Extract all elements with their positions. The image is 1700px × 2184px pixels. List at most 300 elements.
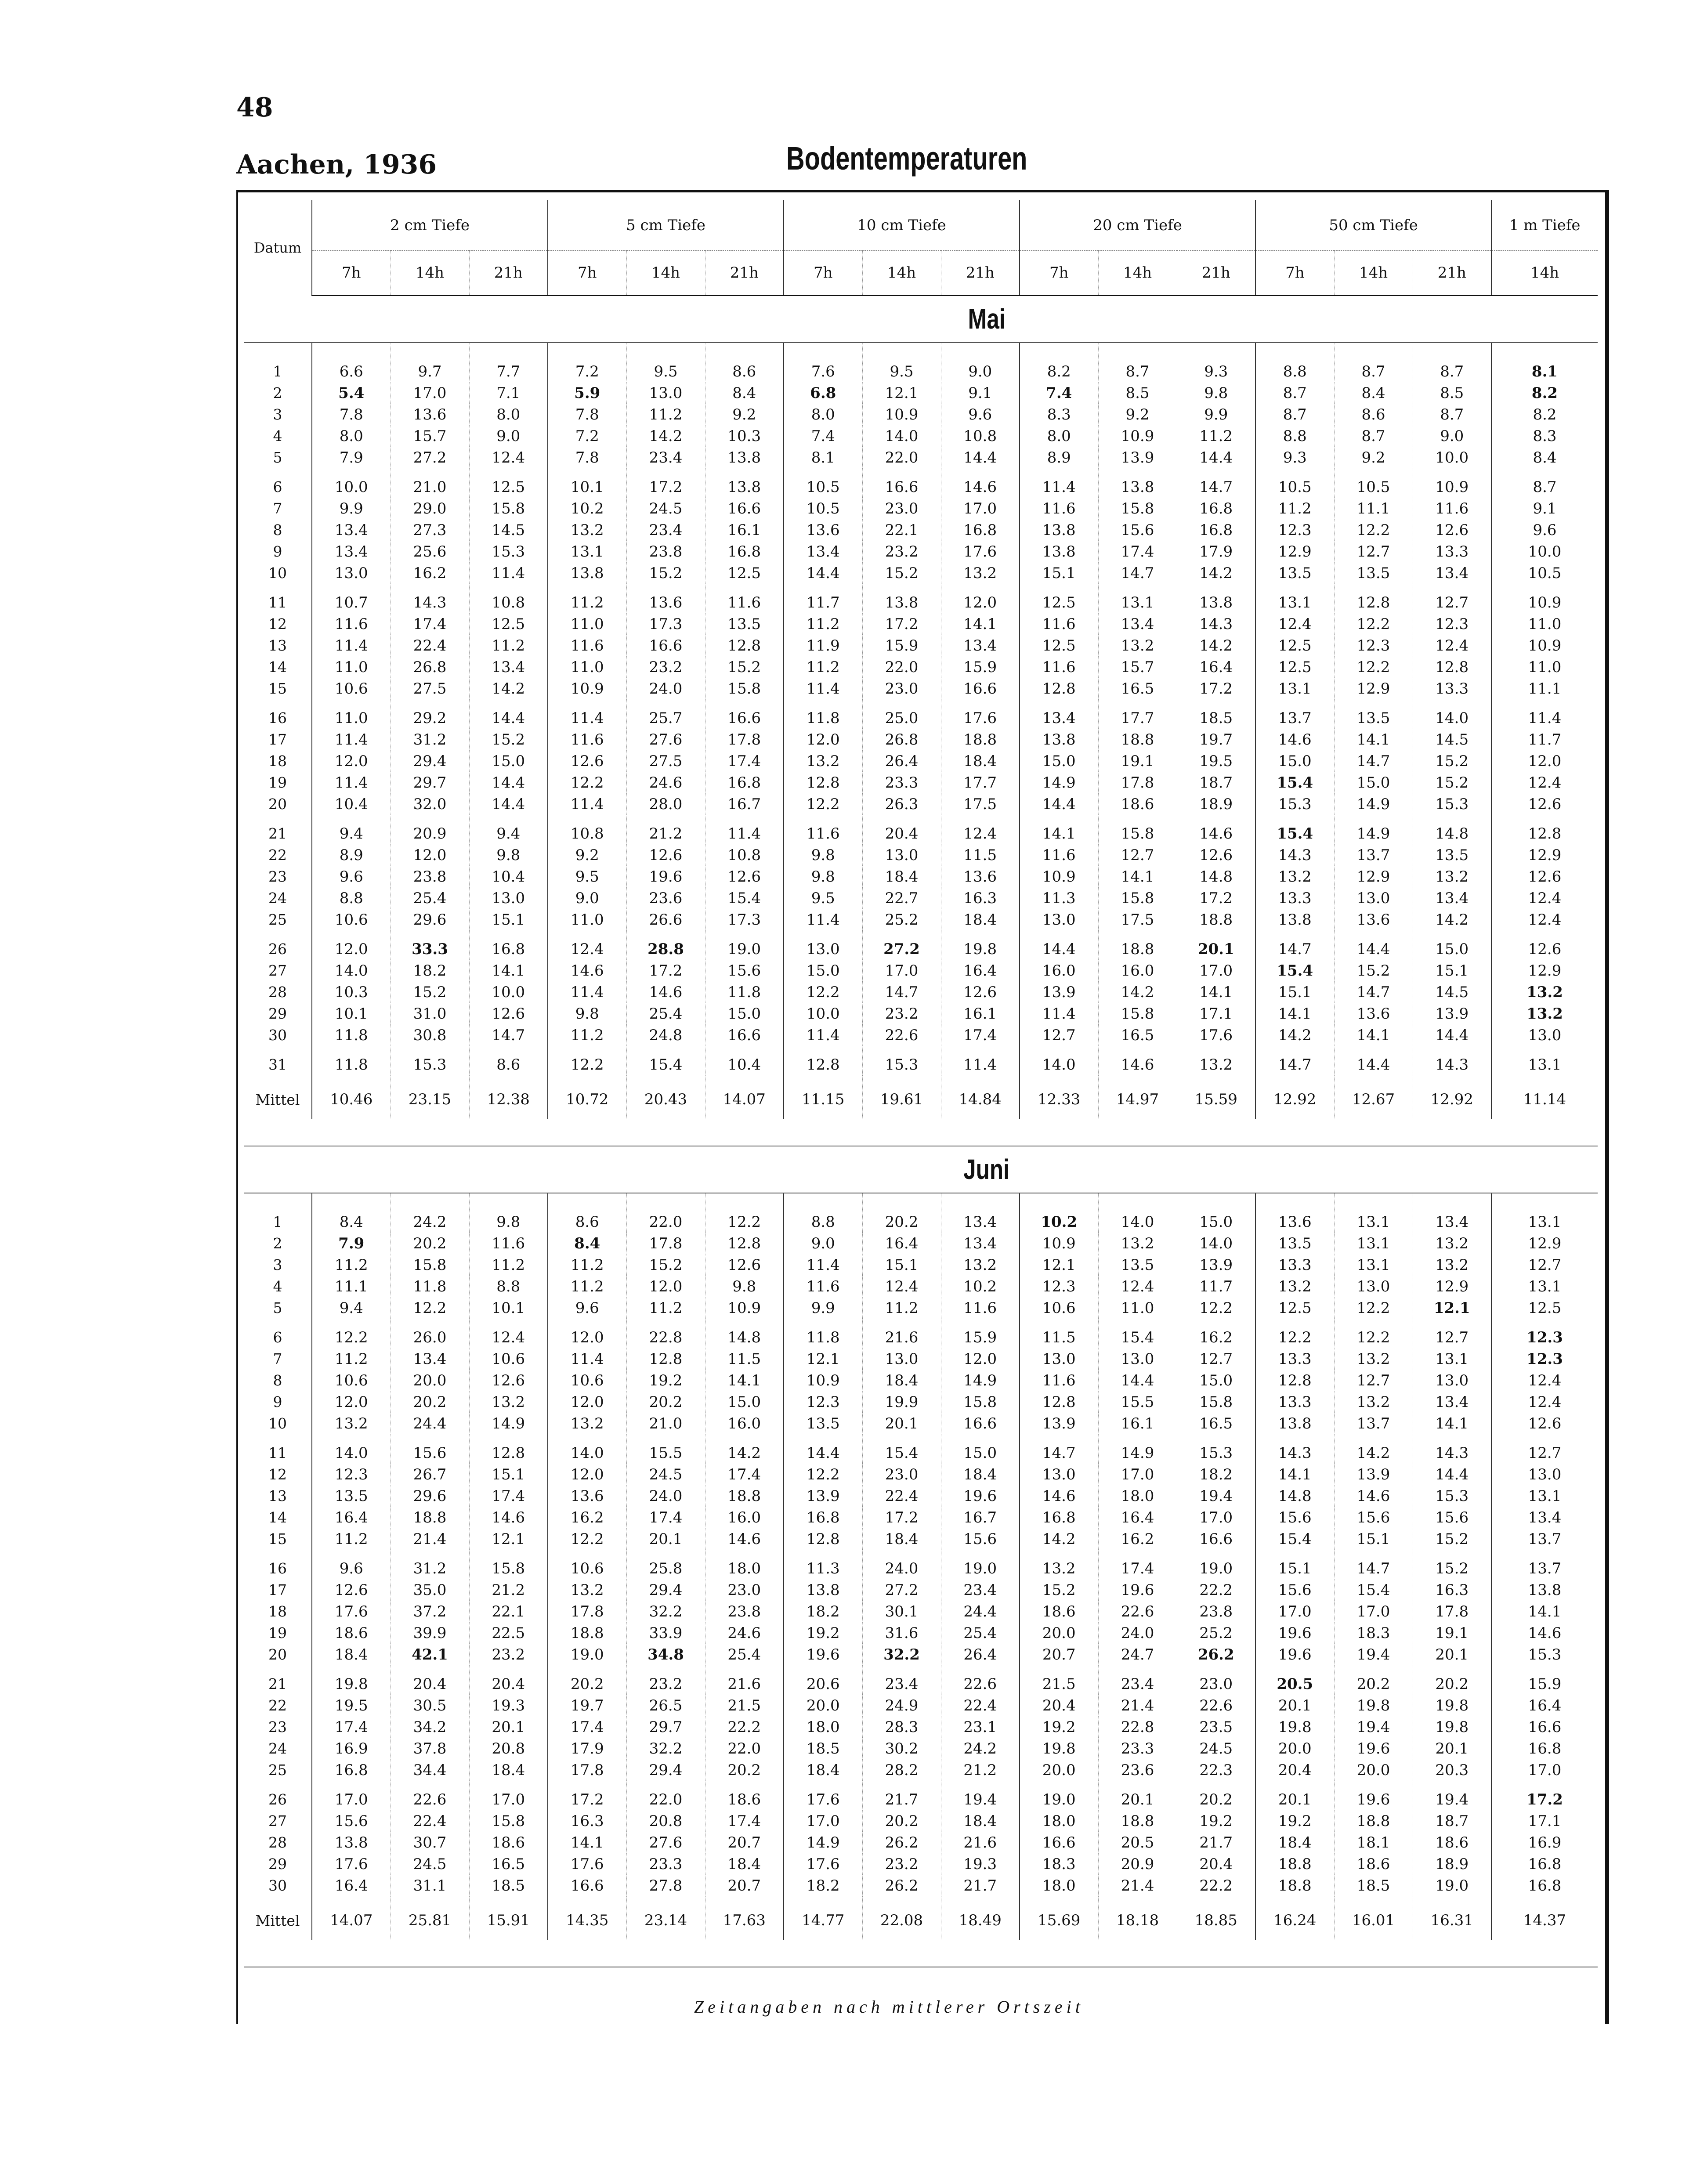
- value-cell: 12.3: [1334, 635, 1413, 656]
- value-cell: 12.2: [1334, 613, 1413, 635]
- value-cell: 13.5: [1413, 844, 1491, 866]
- value-cell: 12.4: [548, 930, 626, 960]
- value-cell: 18.8: [705, 1485, 784, 1507]
- value-cell: 28.2: [862, 1759, 941, 1781]
- value-cell: 14.2: [1334, 1434, 1413, 1464]
- value-cell: 16.7: [941, 1507, 1020, 1528]
- value-cell: 9.4: [312, 815, 391, 844]
- value-cell: 15.2: [1413, 1528, 1491, 1550]
- value-cell: 25.6: [391, 541, 469, 562]
- value-cell: 11.4: [1020, 1003, 1098, 1024]
- table-row: [244, 1046, 1598, 1075]
- value-cell: 8.7: [1255, 404, 1334, 425]
- value-cell: 11.8: [391, 1276, 469, 1297]
- value-cell: 23.14: [626, 1896, 705, 1940]
- value-cell: 17.4: [391, 613, 469, 635]
- value-cell: 9.4: [469, 815, 548, 844]
- value-cell: 14.5: [1413, 729, 1491, 750]
- value-cell: 13.4: [1413, 562, 1491, 584]
- value-cell: 14.6: [1491, 1622, 1598, 1644]
- table-row: [244, 1464, 1598, 1485]
- day-cell: 24: [268, 890, 287, 907]
- value-cell: 13.1: [1255, 584, 1334, 613]
- value-cell: 31.1: [391, 1875, 469, 1896]
- value-cell: 12.3: [1255, 519, 1334, 541]
- value-cell: 14.4: [1334, 1046, 1413, 1075]
- value-cell: 9.4: [312, 1297, 391, 1319]
- depth-header-50cm: 50 cm Tiefe: [1255, 200, 1491, 251]
- value-cell: 12.8: [1020, 1391, 1098, 1413]
- value-cell: 8.3: [1020, 404, 1098, 425]
- value-cell: 13.0: [1020, 1464, 1098, 1485]
- value-cell: 20.2: [391, 1391, 469, 1413]
- value-cell: 12.2: [548, 1046, 626, 1075]
- footer-note: Zeitangaben nach mittlerer Ortszeit: [694, 1997, 1084, 2017]
- value-cell: 13.3: [1413, 678, 1491, 699]
- value-cell: 12.6: [469, 1370, 548, 1391]
- value-cell: 7.7: [469, 343, 548, 382]
- day-cell: 2: [273, 384, 282, 401]
- value-cell: 11.9: [784, 635, 862, 656]
- value-cell: 14.6: [1334, 1485, 1413, 1507]
- value-cell: 11.8: [312, 1024, 391, 1046]
- table-row: [244, 1391, 1598, 1413]
- value-cell: 30.8: [391, 1024, 469, 1046]
- value-cell: 14.4: [1020, 793, 1098, 815]
- value-cell: 16.3: [941, 887, 1020, 909]
- value-cell: 13.0: [1491, 1024, 1598, 1046]
- value-cell: 12.2: [312, 1319, 391, 1348]
- value-cell: 20.5: [1255, 1665, 1334, 1695]
- value-cell: 27.5: [626, 750, 705, 772]
- value-cell: 15.3: [391, 1046, 469, 1075]
- value-cell: 13.0: [1413, 1370, 1491, 1391]
- value-cell: 13.1: [1491, 1193, 1598, 1233]
- value-cell: 13.9: [1098, 447, 1177, 468]
- value-cell: 13.7: [1255, 699, 1334, 729]
- value-cell: 20.4: [1020, 1695, 1098, 1716]
- value-cell: 12.4: [469, 447, 548, 468]
- value-cell: 14.7: [1334, 1550, 1413, 1579]
- table-row: [244, 815, 1598, 844]
- value-cell: 13.2: [1491, 1003, 1598, 1024]
- value-cell: 20.6: [784, 1665, 862, 1695]
- value-cell: 23.3: [862, 772, 941, 793]
- value-cell: 28.3: [862, 1716, 941, 1738]
- value-cell: 14.1: [1334, 1024, 1413, 1046]
- value-cell: 22.1: [469, 1601, 548, 1622]
- value-cell: 17.9: [548, 1738, 626, 1759]
- value-cell: 16.8: [705, 541, 784, 562]
- value-cell: 19.6: [1334, 1781, 1413, 1810]
- value-cell: 13.5: [1255, 562, 1334, 584]
- value-cell: 16.8: [784, 1507, 862, 1528]
- value-cell: 11.6: [548, 635, 626, 656]
- value-cell: 12.2: [391, 1297, 469, 1319]
- value-cell: 20.2: [1177, 1781, 1255, 1810]
- day-cell: 8: [273, 1372, 282, 1389]
- value-cell: 14.1: [1177, 981, 1255, 1003]
- value-cell: 9.6: [941, 404, 1020, 425]
- value-cell: 13.4: [312, 541, 391, 562]
- value-cell: 27.2: [862, 930, 941, 960]
- value-cell: 10.2: [941, 1276, 1020, 1297]
- value-cell: 14.7: [1255, 930, 1334, 960]
- day-cell: 26: [268, 940, 287, 958]
- value-cell: 14.4: [1413, 1464, 1491, 1485]
- value-cell: 13.7: [1334, 844, 1413, 866]
- table-row: [244, 635, 1598, 656]
- value-cell: 20.1: [469, 1716, 548, 1738]
- value-cell: 13.7: [1334, 1413, 1413, 1434]
- value-cell: 13.2: [1255, 866, 1334, 887]
- value-cell: 20.1: [626, 1528, 705, 1550]
- value-cell: 10.3: [705, 425, 784, 447]
- value-cell: 28.8: [626, 930, 705, 960]
- value-cell: 20.1: [1255, 1781, 1334, 1810]
- value-cell: 15.2: [626, 1254, 705, 1276]
- value-cell: 15.2: [862, 562, 941, 584]
- value-cell: 13.0: [1020, 909, 1098, 930]
- value-cell: 12.0: [784, 729, 862, 750]
- day-cell: 22: [268, 846, 287, 864]
- day-cell: 19: [268, 774, 287, 791]
- value-cell: 18.3: [1334, 1622, 1413, 1644]
- time-header: 21h: [1413, 251, 1491, 296]
- table-row: [244, 887, 1598, 909]
- table-row: [244, 1738, 1598, 1759]
- value-cell: 9.0: [469, 425, 548, 447]
- value-cell: 19.7: [548, 1695, 626, 1716]
- day-cell: 4: [273, 1278, 282, 1295]
- value-cell: 17.0: [862, 960, 941, 981]
- mean-row: [244, 1075, 1598, 1119]
- value-cell: 13.1: [1413, 1348, 1491, 1370]
- value-cell: 15.1: [1255, 981, 1334, 1003]
- value-cell: 11.8: [784, 1319, 862, 1348]
- value-cell: 22.6: [941, 1665, 1020, 1695]
- day-cell: 22: [268, 1697, 287, 1714]
- value-cell: 23.2: [862, 541, 941, 562]
- value-cell: 17.4: [1098, 541, 1177, 562]
- value-cell: 15.1: [1334, 1528, 1413, 1550]
- value-cell: 22.08: [862, 1896, 941, 1940]
- value-cell: 19.8: [312, 1665, 391, 1695]
- value-cell: 13.4: [941, 1193, 1020, 1233]
- value-cell: 34.8: [626, 1644, 705, 1665]
- value-cell: 19.5: [312, 1695, 391, 1716]
- table-row: [244, 382, 1598, 404]
- value-cell: 11.2: [548, 1024, 626, 1046]
- value-cell: 14.4: [469, 772, 548, 793]
- value-cell: 19.3: [469, 1695, 548, 1716]
- value-cell: 8.0: [469, 404, 548, 425]
- value-cell: 12.3: [1020, 1276, 1098, 1297]
- value-cell: 12.4: [941, 815, 1020, 844]
- value-cell: 12.7: [1334, 1370, 1413, 1391]
- value-cell: 8.1: [1491, 343, 1598, 382]
- value-cell: 15.8: [1098, 498, 1177, 519]
- value-cell: 13.4: [1413, 1391, 1491, 1413]
- value-cell: 10.4: [312, 793, 391, 815]
- value-cell: 10.9: [1020, 866, 1098, 887]
- value-cell: 31.0: [391, 1003, 469, 1024]
- value-cell: 19.61: [862, 1075, 941, 1119]
- value-cell: 18.0: [1020, 1810, 1098, 1832]
- value-cell: 20.7: [1020, 1644, 1098, 1665]
- time-header: 21h: [705, 251, 784, 296]
- value-cell: 12.2: [784, 793, 862, 815]
- value-cell: 11.6: [1020, 656, 1098, 678]
- value-cell: 13.8: [1098, 468, 1177, 498]
- value-cell: 20.0: [1020, 1622, 1098, 1644]
- value-cell: 15.2: [1413, 1550, 1491, 1579]
- value-cell: 18.8: [1177, 909, 1255, 930]
- value-cell: 12.9: [1413, 1276, 1491, 1297]
- value-cell: 10.9: [705, 1297, 784, 1319]
- value-cell: 14.9: [1020, 772, 1098, 793]
- value-cell: 7.8: [548, 447, 626, 468]
- value-cell: 13.8: [784, 1579, 862, 1601]
- value-cell: 12.6: [1491, 930, 1598, 960]
- value-cell: 16.8: [1177, 519, 1255, 541]
- value-cell: 13.0: [862, 1348, 941, 1370]
- value-cell: 11.14: [1491, 1075, 1598, 1119]
- day-cell: 18: [268, 1603, 287, 1620]
- value-cell: 12.2: [1334, 1319, 1413, 1348]
- value-cell: 16.6: [1020, 1832, 1098, 1853]
- value-cell: 17.4: [626, 1507, 705, 1528]
- value-cell: 13.3: [1255, 1348, 1334, 1370]
- value-cell: 7.2: [548, 343, 626, 382]
- day-cell: 28: [268, 1834, 287, 1851]
- value-cell: 14.4: [469, 699, 548, 729]
- value-cell: 17.0: [391, 382, 469, 404]
- value-cell: 13.5: [1334, 699, 1413, 729]
- value-cell: 20.4: [469, 1665, 548, 1695]
- value-cell: 17.0: [312, 1781, 391, 1810]
- value-cell: 34.4: [391, 1759, 469, 1781]
- value-cell: 14.4: [1334, 930, 1413, 960]
- value-cell: 24.6: [626, 772, 705, 793]
- value-cell: 11.0: [1098, 1297, 1177, 1319]
- value-cell: 8.7: [1334, 425, 1413, 447]
- value-cell: 12.5: [1255, 656, 1334, 678]
- value-cell: 14.7: [1098, 562, 1177, 584]
- value-cell: 9.6: [1491, 519, 1598, 541]
- time-header: 7h: [1255, 251, 1334, 296]
- value-cell: 22.4: [391, 1810, 469, 1832]
- value-cell: 13.6: [548, 1485, 626, 1507]
- value-cell: 12.3: [1413, 613, 1491, 635]
- value-cell: 14.1: [1491, 1601, 1598, 1622]
- value-cell: 11.4: [312, 729, 391, 750]
- value-cell: 18.2: [784, 1601, 862, 1622]
- value-cell: 26.8: [391, 656, 469, 678]
- value-cell: 20.2: [1334, 1665, 1413, 1695]
- value-cell: 18.1: [1334, 1832, 1413, 1853]
- value-cell: 12.4: [469, 1319, 548, 1348]
- value-cell: 15.5: [1098, 1391, 1177, 1413]
- value-cell: 8.4: [705, 382, 784, 404]
- value-cell: 16.9: [312, 1738, 391, 1759]
- day-cell: 30: [268, 1027, 287, 1044]
- value-cell: 17.2: [626, 960, 705, 981]
- value-cell: 18.5: [469, 1875, 548, 1896]
- value-cell: 11.0: [548, 613, 626, 635]
- table-row: [244, 1434, 1598, 1464]
- value-cell: 11.2: [469, 635, 548, 656]
- value-cell: 14.3: [1177, 613, 1255, 635]
- value-cell: 16.1: [1098, 1413, 1177, 1434]
- time-header: 7h: [312, 251, 391, 296]
- value-cell: 16.3: [548, 1810, 626, 1832]
- value-cell: 20.4: [1177, 1853, 1255, 1875]
- value-cell: 14.2: [1413, 909, 1491, 930]
- value-cell: 12.3: [1491, 1348, 1598, 1370]
- value-cell: 13.3: [1413, 541, 1491, 562]
- value-cell: 20.3: [1413, 1759, 1491, 1781]
- value-cell: 13.0: [626, 382, 705, 404]
- value-cell: 20.2: [1413, 1665, 1491, 1695]
- value-cell: 14.4: [784, 562, 862, 584]
- value-cell: 5.9: [548, 382, 626, 404]
- value-cell: 17.0: [941, 498, 1020, 519]
- value-cell: 13.4: [1098, 613, 1177, 635]
- value-cell: 16.2: [1098, 1528, 1177, 1550]
- time-header: 7h: [784, 251, 862, 296]
- value-cell: 15.69: [1020, 1896, 1098, 1940]
- depth-header-2cm: 2 cm Tiefe: [312, 200, 548, 251]
- value-cell: 13.6: [941, 866, 1020, 887]
- value-cell: 11.4: [784, 909, 862, 930]
- value-cell: 19.0: [1177, 1550, 1255, 1579]
- value-cell: 13.4: [941, 635, 1020, 656]
- value-cell: 13.5: [312, 1485, 391, 1507]
- value-cell: 23.1: [941, 1716, 1020, 1738]
- value-cell: 10.4: [469, 866, 548, 887]
- value-cell: 11.0: [548, 656, 626, 678]
- value-cell: 19.3: [941, 1853, 1020, 1875]
- table-row: [244, 1759, 1598, 1781]
- value-cell: 19.0: [941, 1550, 1020, 1579]
- day-cell: 3: [273, 406, 282, 423]
- value-cell: 29.6: [391, 1485, 469, 1507]
- value-cell: 16.24: [1255, 1896, 1334, 1940]
- value-cell: 14.0: [548, 1434, 626, 1464]
- month-label: Mai: [968, 303, 1006, 335]
- value-cell: 12.4: [1098, 1276, 1177, 1297]
- value-cell: 10.2: [548, 498, 626, 519]
- value-cell: 18.4: [941, 1810, 1020, 1832]
- table-row: [244, 1528, 1598, 1550]
- value-cell: 13.4: [1413, 1193, 1491, 1233]
- value-cell: 15.0: [705, 1003, 784, 1024]
- value-cell: 11.4: [1491, 699, 1598, 729]
- value-cell: 17.2: [626, 468, 705, 498]
- value-cell: 25.2: [862, 909, 941, 930]
- value-cell: 11.4: [312, 635, 391, 656]
- value-cell: 33.3: [391, 930, 469, 960]
- value-cell: 17.8: [1413, 1601, 1491, 1622]
- value-cell: 12.92: [1413, 1075, 1491, 1119]
- value-cell: 12.8: [1491, 815, 1598, 844]
- value-cell: 17.8: [626, 1233, 705, 1254]
- value-cell: 12.38: [469, 1075, 548, 1119]
- value-cell: 10.4: [705, 1046, 784, 1075]
- value-cell: 16.4: [862, 1233, 941, 1254]
- value-cell: 15.0: [1255, 750, 1334, 772]
- value-cell: 22.2: [705, 1716, 784, 1738]
- value-cell: 13.2: [1177, 1046, 1255, 1075]
- value-cell: 9.8: [784, 866, 862, 887]
- value-cell: 12.5: [1491, 1297, 1598, 1319]
- value-cell: 21.2: [469, 1579, 548, 1601]
- table-row: [244, 1370, 1598, 1391]
- value-cell: 18.4: [705, 1853, 784, 1875]
- value-cell: 17.4: [941, 1024, 1020, 1046]
- value-cell: 11.2: [469, 1254, 548, 1276]
- value-cell: 8.8: [1255, 425, 1334, 447]
- value-cell: 14.9: [1334, 793, 1413, 815]
- value-cell: 12.0: [391, 844, 469, 866]
- value-cell: 10.0: [312, 468, 391, 498]
- value-cell: 37.8: [391, 1738, 469, 1759]
- value-cell: 21.2: [626, 815, 705, 844]
- value-cell: 16.7: [705, 793, 784, 815]
- value-cell: 10.6: [312, 1370, 391, 1391]
- value-cell: 15.1: [862, 1254, 941, 1276]
- value-cell: 13.6: [1255, 1193, 1334, 1233]
- value-cell: 14.2: [1177, 562, 1255, 584]
- month-title-juni: [244, 1146, 1598, 1193]
- value-cell: 13.2: [1255, 1276, 1334, 1297]
- value-cell: 11.0: [1491, 613, 1598, 635]
- mean-label: Mittel: [255, 1912, 300, 1929]
- value-cell: 15.59: [1177, 1075, 1255, 1119]
- value-cell: 12.2: [1334, 656, 1413, 678]
- value-cell: 12.0: [548, 1391, 626, 1413]
- table-row: [244, 844, 1598, 866]
- value-cell: 12.8: [784, 772, 862, 793]
- value-cell: 26.8: [862, 729, 941, 750]
- time-header: 14h: [626, 251, 705, 296]
- value-cell: 16.2: [548, 1507, 626, 1528]
- value-cell: 11.0: [1491, 656, 1598, 678]
- value-cell: 12.3: [1491, 1319, 1598, 1348]
- value-cell: 9.9: [1177, 404, 1255, 425]
- value-cell: 14.2: [1098, 981, 1177, 1003]
- value-cell: 14.1: [469, 960, 548, 981]
- value-cell: 12.3: [312, 1464, 391, 1485]
- value-cell: 18.2: [1177, 1464, 1255, 1485]
- day-cell: 17: [268, 731, 287, 748]
- value-cell: 14.3: [1255, 844, 1334, 866]
- value-cell: 18.0: [784, 1716, 862, 1738]
- value-cell: 20.4: [391, 1665, 469, 1695]
- day-cell: 24: [268, 1740, 287, 1757]
- table-row: [244, 541, 1598, 562]
- value-cell: 13.2: [1413, 1254, 1491, 1276]
- day-cell: 12: [268, 1466, 287, 1483]
- value-cell: 9.8: [548, 1003, 626, 1024]
- value-cell: 14.9: [1334, 815, 1413, 844]
- value-cell: 12.4: [862, 1276, 941, 1297]
- value-cell: 9.0: [1413, 425, 1491, 447]
- value-cell: 18.4: [784, 1759, 862, 1781]
- table-row: [244, 1832, 1598, 1853]
- value-cell: 22.7: [862, 887, 941, 909]
